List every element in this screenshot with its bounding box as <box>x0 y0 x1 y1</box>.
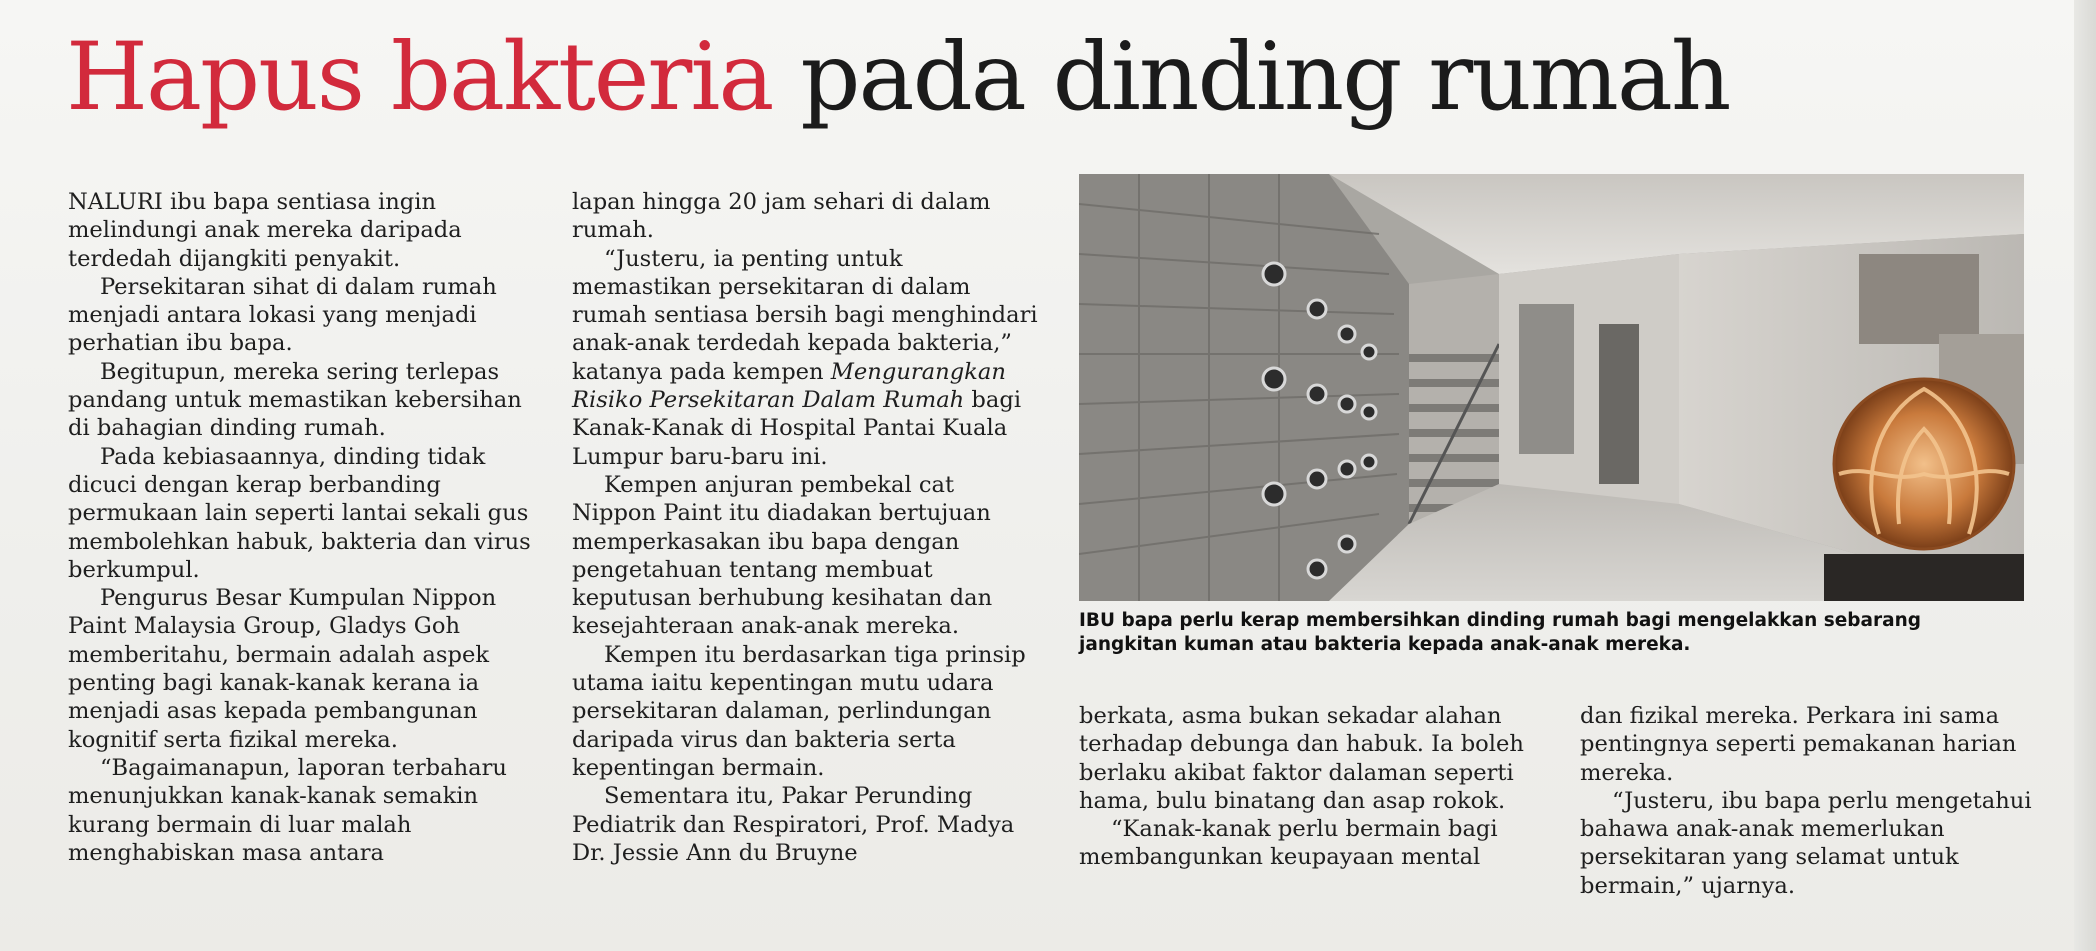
paragraph: lapan hingga 20 jam sehari di dalam rumah. <box>572 189 991 244</box>
paragraph: dan fizikal mereka. Perkara ini sama pentingnya seperti pemakanan harian mereka. <box>1580 703 2017 786</box>
quote-text-cont: bagi Kanak-Kanak di Hospital Pantai Kuala Lumpur baru-baru ini. <box>572 387 1022 470</box>
paragraph: Pada kebiasaannya, dinding tidak dicuci dengan kerap berbanding permukaan lain seperti lantai sekali gus membolehkan habuk, bakteria dan virus berkumpul. <box>68 443 531 583</box>
headline-rest: pada dinding rumah <box>800 23 1730 132</box>
article-column-2 <box>572 188 1042 867</box>
photo-caption: IBU bapa perlu kerap membersihkan dinding rumah bagi mengelakkan sebarang jangkitan kuman atau bakteria kepada anak-anak mereka. <box>1079 610 1922 655</box>
article-photo <box>1079 174 2024 601</box>
paragraph: Pengurus Besar Kumpulan Nippon Paint Malaysia Group, Gladys Goh memberitahu, bermain adalah aspek penting bagi kanak-kanak kerana ia menjadi asas kepada pembangunan kognitif serta fizikal mereka. <box>68 585 497 753</box>
campaign-name: Mengurangkan Risiko Persekitaran Dalam Rumah <box>572 358 1006 414</box>
article-column-1 <box>68 188 538 867</box>
quote-text: “Justeru, ia penting untuk memastikan persekitaran di dalam rumah sentiasa bersih bagi menghindari anak-anak terdedah kepada bakteria,” katanya pada kempen <box>572 245 1038 385</box>
paragraph: Kempen anjuran pembekal cat Nippon Paint itu diadakan bertujuan memperkasakan ibu bapa dengan pengetahuan tentang membuat keputusan berhubung kesihatan dan kesejahteraan anak-anak mereka. <box>572 471 993 640</box>
paragraph: Begitupun, mereka sering terlepas pandang untuk memastikan kebersihan di bahagian dinding rumah. <box>68 358 522 442</box>
scan-edge <box>2074 0 2096 951</box>
paragraph: Sementara itu, Pakar Perunding Pediatrik dan Respiratori, Prof. Madya Dr. Jessie Ann du Bruyne <box>572 783 1015 866</box>
paragraph: “Bagaimanapun, laporan terbaharu menunjukkan kanak-kanak semakin kurang bermain di luar malah menghabiskan masa antara <box>68 754 507 866</box>
paragraph: NALURI ibu bapa sentiasa ingin melindungi anak mereka daripada terdedah dijangkiti penyakit. <box>68 189 462 272</box>
article-headline <box>66 18 1729 138</box>
paragraph <box>572 245 1042 471</box>
interior-staircase-photo <box>1079 174 2024 601</box>
paragraph: Kempen itu berdasarkan tiga prinsip utama iaitu kepentingan mutu udara persekitaran dalaman, perlindungan daripada virus dan bakteria serta kepentingan bermain. <box>572 641 1026 781</box>
headline-highlight: Hapus bakteria <box>66 23 773 132</box>
article-column-4 <box>1580 702 2050 900</box>
paragraph: Persekitaran sihat di dalam rumah menjadi antara lokasi yang menjadi perhatian ibu bapa. <box>68 273 497 357</box>
article-column-3 <box>1079 702 1549 872</box>
paragraph: “Justeru, ibu bapa perlu mengetahui bahawa anak-anak memerlukan persekitaran yang selamat untuk bermain,” ujarnya. <box>1580 787 2032 899</box>
paragraph: “Kanak-kanak perlu bermain bagi membangunkan keupayaan mental <box>1079 816 1498 871</box>
paragraph: berkata, asma bukan sekadar alahan terhadap debunga dan habuk. Ia boleh berlaku akibat faktor dalaman seperti hama, bulu binatang dan asap rokok. <box>1079 703 1524 814</box>
